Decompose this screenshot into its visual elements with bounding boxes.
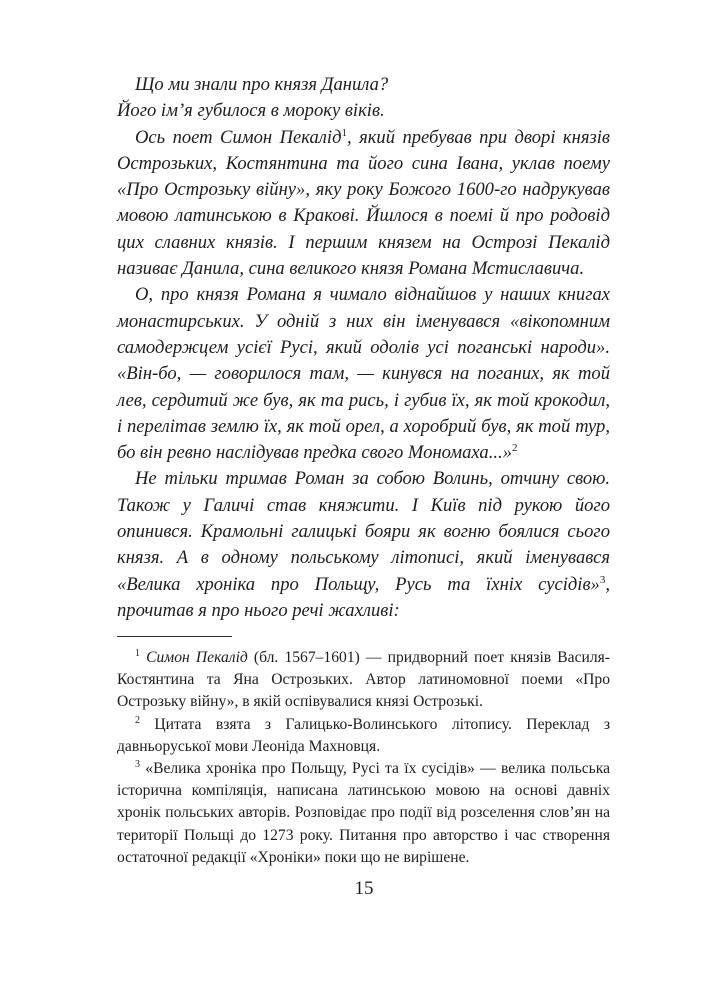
paragraph-1-line-2: Його ім’я губилося в мороку віків.: [117, 100, 385, 122]
paragraph-3-text: О, про князя Романа я чимало віднайшов у наших книгах монастирських. У одній з них він іменувався «вікопомним самодержцем усієї Русі, який одолів усі поганські народи». «Він-бо, — говорилося там, — кинувся на поганих, як той лев, сердитий же був, як та рись, і губив їх, як той крокодил, і перелітав землю їх, як той орел, а хоробрий був, як той тур, бо він ревно наслідував предка свого Мономаха...»: [117, 284, 610, 464]
main-text: [117, 72, 610, 624]
footnote-3-number: 3: [135, 758, 140, 770]
paragraph-1-line-1: Що ми знали про князя Данила?: [135, 74, 389, 95]
footnote-1: [117, 647, 610, 714]
footnote-ref-1: 1: [341, 126, 347, 139]
paragraph-4: [117, 466, 610, 624]
paragraph-3: [117, 282, 610, 466]
footnote-3-text: «Велика хроніка про Польщу, Русі та їх сусідів» — велика польська історична компіляція, написана латинською мовою на основі давніх хронік польських авторів. Розповідає про події від розселення слов’ян на території Польщі до 1273 року. Питання про авторство і час створення остаточної редакції «Хроніки» поки що не вирішене.: [117, 760, 610, 866]
footnote-2: [117, 714, 610, 758]
footnote-1-number: 1: [135, 647, 140, 659]
paragraph-2-text-b: , який пребував при дворі князів Острозьких, Костянтина та його сина Івана, уклав поему «Про Острозьку війну», яку року Божого 1600-го надрукував мовою латинською в Кракові. Йшлося в поемі й про родовід цих славних князів. І першим князем на Острозі Пекалід називає Данила, сина великого князя Романа Мстиславича.: [117, 126, 610, 280]
footnote-ref-2: 2: [511, 441, 518, 454]
footnote-2-number: 2: [135, 714, 140, 726]
footnote-1-name: Симон Пекалід: [146, 649, 248, 666]
footnote-2-text: Цитата взята з Галицько-Волинського літопису. Переклад з давньоруської мови Леоніда Махновця.: [117, 715, 610, 755]
paragraph-1: [117, 72, 610, 125]
footnote-divider: [117, 636, 232, 637]
paragraph-2: [117, 125, 610, 283]
footnote-3: [117, 758, 610, 869]
paragraph-2-text-a: Ось поет Симон Пекалід: [135, 126, 342, 148]
footnote-ref-3: 3: [599, 573, 606, 586]
page-number: 15: [354, 878, 374, 899]
paragraph-4-text-a: Не тільки тримав Роман за собою Волинь, отчину свою. Також у Галичі став княжити. І Київ під рукою його опинився. Крамольні галицькі бояри як вогню боялися сього князя. А в одному польському літописі, який іменувався «Велика хроніка про Польщу, Русь та їхніх сусідів»: [117, 468, 610, 595]
footnotes: [117, 647, 610, 869]
paragraph-4-text-b: , прочитав я про нього речі жахливі:: [117, 573, 610, 621]
footnote-1-text: (бл. 1567–1601) — придворний поет князів Василя-Костянтина та Яна Острозьких. Автор латиномовної поеми «Про Острозьку війну», в якій оспівувалися князі Острозькі.: [117, 649, 610, 711]
